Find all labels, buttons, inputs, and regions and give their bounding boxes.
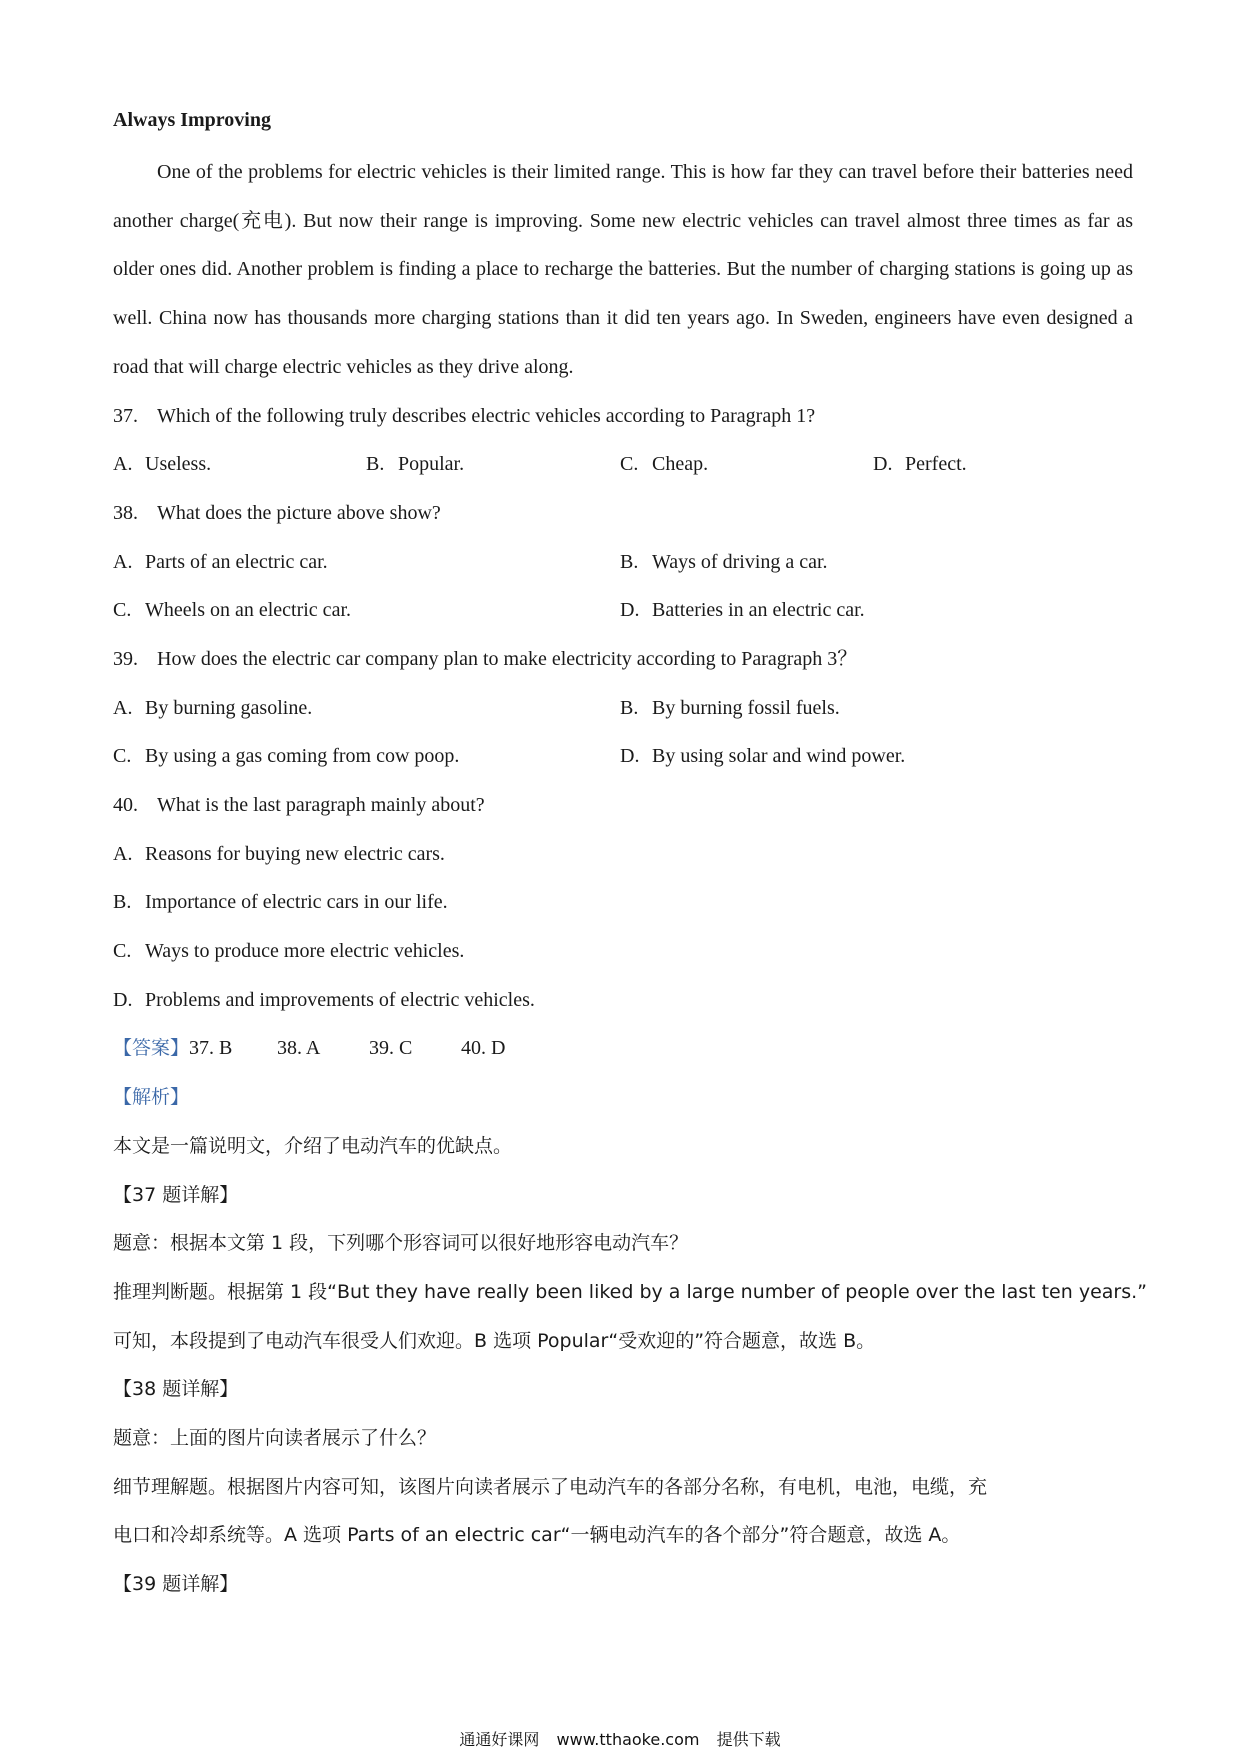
option-text: Ways to produce more electric vehicles. [145,940,465,963]
question-40-option-a [113,830,1133,879]
option-letter: A. [113,550,133,573]
option-letter: B. [113,891,132,914]
option-text: Importance of electric cars in our life. [145,891,448,914]
option-text: Popular. [398,453,465,476]
footer-site-name: 通通好课网 [459,1730,540,1749]
question-text: How does the electric car company plan to make electricity according to Paragraph 3？ [157,647,858,670]
question-38-options-row-2 [113,586,1133,635]
question-39 [113,635,1133,684]
option-d [620,732,905,781]
question-38-options-row-1 [113,538,1133,587]
question-text: What does the picture above show? [157,501,441,524]
option-c [113,732,459,781]
option-text: Reasons for buying new electric cars. [145,842,445,865]
option-text: Perfect. [905,453,967,476]
option-text: Problems and improvements of electric vehicles. [145,988,535,1011]
option-letter: C. [113,599,132,622]
question-37 [113,392,1133,441]
page-footer [0,1727,1240,1750]
option-text: Batteries in an electric car. [652,599,865,622]
option-letter: C. [113,940,132,963]
q39-detail-title: 【39 题详解】 [113,1573,239,1596]
option-letter: C. [620,453,639,476]
option-letter: B. [366,453,385,476]
question-number: 39. [113,647,138,670]
analysis-summary: 本文是一篇说明文，介绍了电动汽车的优缺点。 [113,1134,513,1157]
q37-reasoning: 推理判断题。根据第 1 段“But they have really been liked by a large number of people over the last ten years.” [113,1280,1147,1303]
option-c [113,927,464,976]
option-text: By using solar and wind power. [652,745,906,768]
question-text: Which of the following truly describes electric vehicles according to Paragraph 1? [157,404,816,427]
option-letter: C. [113,745,132,768]
footer-url[interactable]: www.tthaoke.com [556,1730,700,1749]
question-number: 37. [113,404,138,427]
question-40-option-c [113,927,1133,976]
option-letter: A. [113,453,133,476]
q38-detail-title: 【38 题详解】 [113,1378,239,1401]
q37-reasoning-continued: 可知，本段提到了电动汽车很受人们欢迎。B 选项 Popular“受欢迎的”符合题意，故选 B。 [113,1329,876,1352]
option-a [113,830,445,879]
answer-line [113,1024,1133,1073]
option-text: Wheels on an electric car. [145,599,351,622]
question-40-option-b [113,878,1133,927]
option-letter: D. [620,599,640,622]
q38-reasoning: 细节理解题。根据图片内容可知，该图片向读者展示了电动汽车的各部分名称，有电机，电池，电缆，充 [113,1475,988,1498]
answer-item: 39. C [369,1037,413,1060]
option-d [620,586,865,635]
question-40-option-d [113,976,1133,1025]
option-text: Useless. [145,453,212,476]
answer-item: 38. A [277,1037,321,1060]
question-39-options-row-1 [113,684,1133,733]
option-letter: B. [620,696,639,719]
option-b [620,538,828,587]
q37-meaning: 题意：根据本文第 1 段，下列哪个形容词可以很好地形容电动汽车？ [113,1232,689,1255]
option-d [873,440,967,489]
question-40 [113,781,1133,830]
q38-meaning: 题意：上面的图片向读者展示了什么？ [113,1426,437,1449]
option-letter: D. [113,988,133,1011]
passage-heading: Always Improving [113,109,271,131]
option-c [620,440,708,489]
option-b [366,440,464,489]
analysis-label: 【解析】 [113,1086,190,1109]
option-b [620,684,840,733]
option-b [113,878,448,927]
answer-item: 40. D [461,1037,506,1060]
question-38 [113,489,1133,538]
q37-detail-title: 【37 题详解】 [113,1183,239,1206]
question-text: What is the last paragraph mainly about? [157,794,485,817]
question-39-options-row-2 [113,732,1133,781]
option-text: By using a gas coming from cow poop. [145,745,460,768]
option-c [113,586,351,635]
option-letter: D. [873,453,893,476]
option-letter: D. [620,745,640,768]
option-text: Ways of driving a car. [652,550,828,573]
footer-suffix: 提供下载 [716,1730,781,1749]
answer-label: 【答案】 [113,1037,190,1060]
option-text: By burning fossil fuels. [652,696,840,719]
document-content [113,104,1147,1609]
option-letter: A. [113,696,133,719]
option-a [113,538,328,587]
option-letter: B. [620,550,639,573]
option-text: Parts of an electric car. [145,550,328,573]
q38-reasoning-continued: 电口和冷却系统等。A 选项 Parts of an electric car“一辆电动汽车的各个部分”符合题意，故选 A。 [113,1524,961,1547]
option-d [113,976,535,1025]
option-a [113,440,211,489]
passage-paragraph: One of the problems for electric vehicles is their limited range. This is how far they can travel before their batteries need another charge(充电). But now their range is improving. Some new electric vehicles can travel almost three times as far as older ones did. Another problem is finding a place to recharge the batteries. But the number of charging stations is going up as well. China now has thousands more charging stations than it did ten years ago. In Sweden, engineers have even designed a road that will charge electric vehicles as they drive along. [113,161,1133,378]
answer-item: 37. B [189,1037,233,1060]
option-text: By burning gasoline. [145,696,313,719]
option-text: Cheap. [652,453,709,476]
question-37-options [113,440,1133,489]
question-number: 38. [113,501,138,524]
question-number: 40. [113,794,138,817]
option-a [113,684,312,733]
option-letter: A. [113,842,133,865]
